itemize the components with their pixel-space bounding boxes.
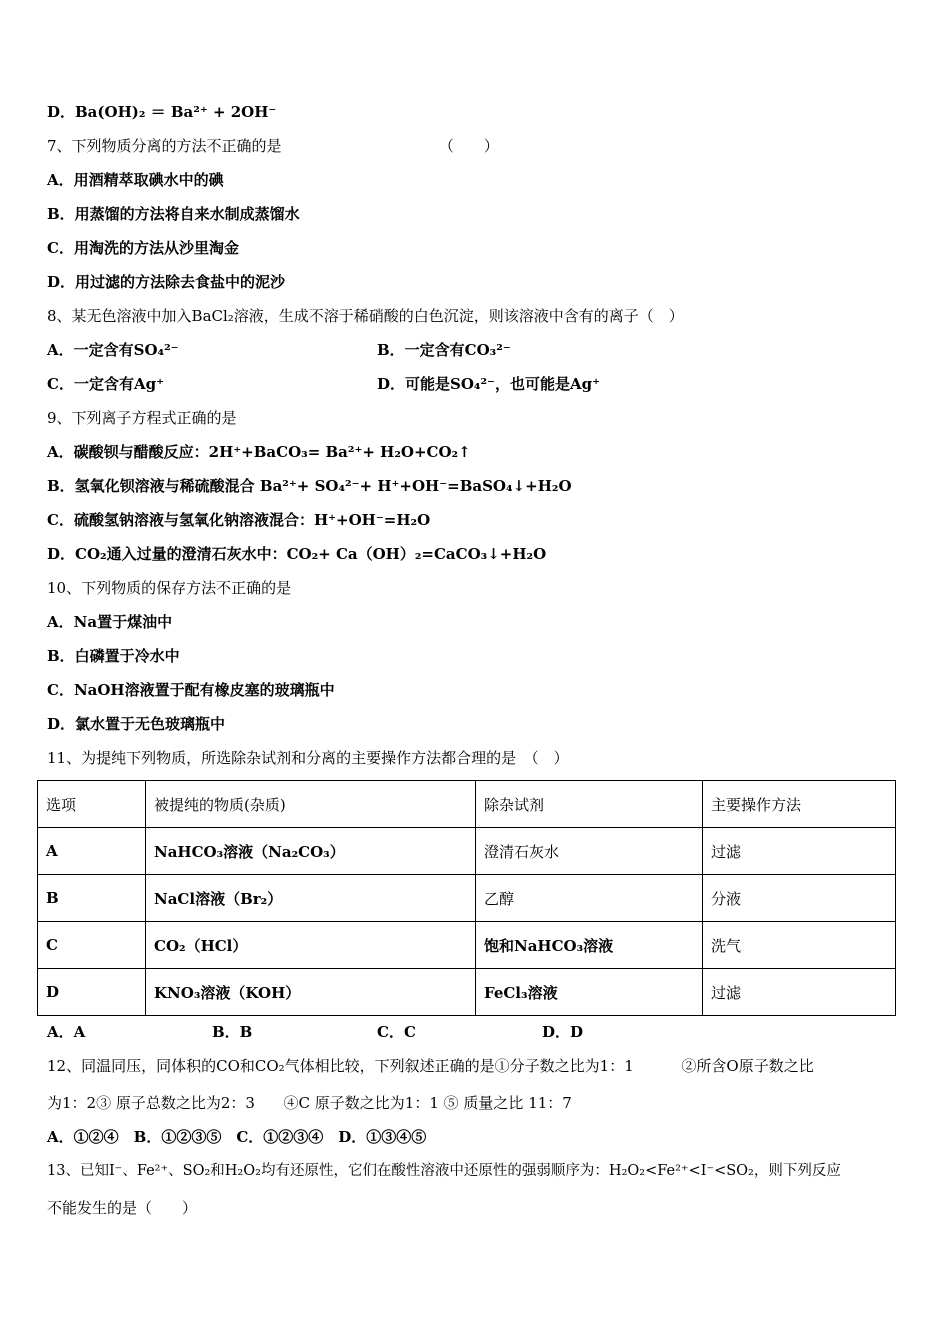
q7-option-d: D．用过滤的方法除去食盐中的泥沙 (47, 273, 286, 291)
q13-stem-line2: 不能发生的是（ ） (47, 1199, 198, 1217)
q11-table (37, 780, 896, 1016)
q7-stem: 7、下列物质分离的方法不正确的是 （ ） (47, 137, 499, 155)
q9-option-d: D．CO₂通入过量的澄清石灰水中：CO₂+ Ca（OH）₂=CaCO₃↓+H₂O (47, 545, 547, 563)
table-cell: 乙醇 (476, 875, 703, 922)
table-cell: 饱和NaHCO₃溶液 (476, 922, 703, 969)
q12-options: A．①②④ B．①②③⑤ C．①②③④ D．①③④⑤ (47, 1128, 427, 1146)
q10-option-a: A．Na置于煤油中 (47, 613, 173, 631)
header-cell: 被提纯的物质(杂质) (146, 781, 476, 828)
q12-stem-line2: 为1：2③ 原子总数之比为2：3 ④C 原子数之比为1：1 ⑤ 质量之比 11：7 (47, 1094, 572, 1112)
q8-stem: 8、某无色溶液中加入BaCl₂溶液，生成不溶于稀硝酸的白色沉淀，则该溶液中含有的离子（ ） (47, 307, 684, 325)
q12-stem-line1: 12、同温同压，同体积的CO和CO₂气体相比较，下列叙述正确的是①分子数之比为1：1 ②所含O原子数之比 (47, 1057, 814, 1075)
q9-stem: 9、下列离子方程式正确的是 (47, 409, 237, 427)
table-cell: KNO₃溶液（KOH） (146, 969, 476, 1016)
table-row (38, 875, 896, 922)
table-cell: NaCl溶液（Br₂） (146, 875, 476, 922)
q7-option-c: C．用淘洗的方法从沙里淘金 (47, 239, 239, 257)
table-cell: 分液 (703, 875, 896, 922)
table-cell: CO₂（HCl） (146, 922, 476, 969)
q11-stem: 11、为提纯下列物质，所选除杂试剂和分离的主要操作方法都合理的是 （ ） (47, 749, 569, 767)
q11-option-b: B．B (212, 1023, 253, 1041)
table-cell: B (38, 875, 146, 922)
q10-option-d: D．氯水置于无色玻璃瓶中 (47, 715, 226, 733)
header-cell: 主要操作方法 (703, 781, 896, 828)
table-cell: NaHCO₃溶液（Na₂CO₃） (146, 828, 476, 875)
table-cell: 过滤 (703, 828, 896, 875)
header-cell: 除杂试剂 (476, 781, 703, 828)
q11-option-a: A．A (47, 1023, 86, 1041)
table-header-row (38, 781, 896, 828)
header-cell: 选项 (38, 781, 146, 828)
q8-option-c: C．一定含有Ag⁺ (47, 375, 164, 393)
q9-option-c: C．硫酸氢钠溶液与氢氧化钠溶液混合：H⁺+OH⁻=H₂O (47, 511, 431, 529)
table-row (38, 969, 896, 1016)
q10-option-b: B．白磷置于冷水中 (47, 647, 180, 665)
q10-option-c: C．NaOH溶液置于配有橡皮塞的玻璃瓶中 (47, 681, 335, 699)
table-cell: C (38, 922, 146, 969)
table-cell: D (38, 969, 146, 1016)
q7-option-b: B．用蒸馏的方法将自来水制成蒸馏水 (47, 205, 300, 223)
table-cell: 澄清石灰水 (476, 828, 703, 875)
q8-option-b: B．一定含有CO₃²⁻ (377, 341, 511, 359)
table-row (38, 922, 896, 969)
table-cell: FeCl₃溶液 (476, 969, 703, 1016)
q8-option-d: D．可能是SO₄²⁻，也可能是Ag⁺ (377, 375, 601, 393)
table-cell: 过滤 (703, 969, 896, 1016)
q10-stem: 10、下列物质的保存方法不正确的是 (47, 579, 292, 597)
q9-option-a: A．碳酸钡与醋酸反应：2H⁺+BaCO₃= Ba²⁺+ H₂O+CO₂↑ (47, 443, 471, 461)
q9-option-b: B．氢氧化钡溶液与稀硫酸混合 Ba²⁺+ SO₄²⁻+ H⁺+OH⁻=BaSO₄↓+H₂O (47, 477, 572, 495)
table-cell: A (38, 828, 146, 875)
q13-stem-line1: 13、已知I⁻、Fe²⁺、SO₂和H₂O₂均有还原性，它们在酸性溶液中还原性的强弱顺序为：H₂O₂<Fe²⁺<I⁻<SO₂，则下列反应 (47, 1163, 841, 1179)
q6-option-d: D．Ba(OH)₂ ＝ Ba²⁺ + 2OH⁻ (47, 103, 277, 121)
q11-option-c: C．C (377, 1023, 416, 1041)
table-cell: 洗气 (703, 922, 896, 969)
q7-option-a: A．用酒精萃取碘水中的碘 (47, 171, 224, 189)
q11-option-d: D．D (542, 1023, 584, 1041)
q8-option-a: A．一定含有SO₄²⁻ (47, 341, 179, 359)
table-row (38, 828, 896, 875)
